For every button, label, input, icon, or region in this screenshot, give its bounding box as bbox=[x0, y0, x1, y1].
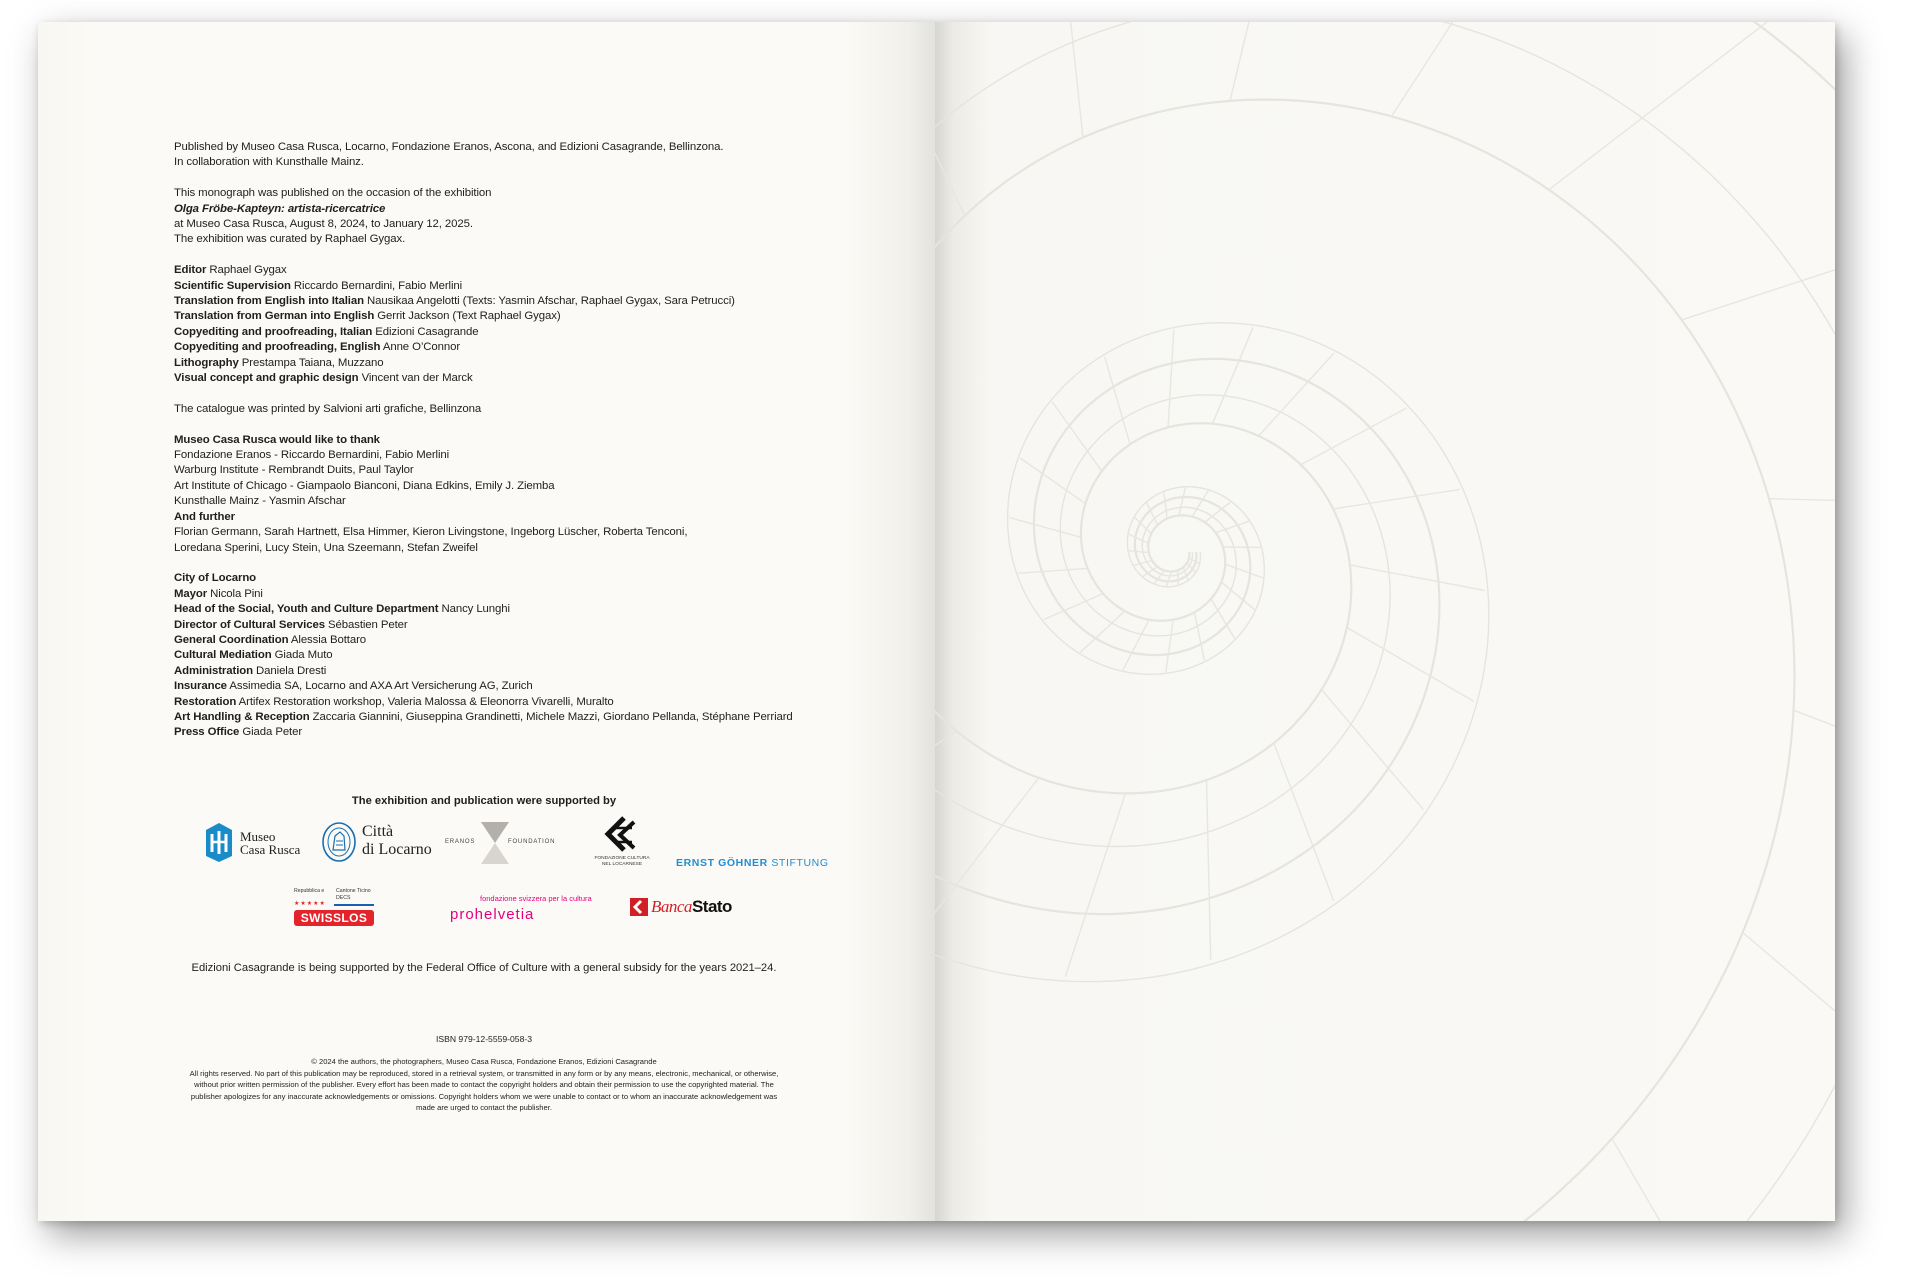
curated-by: The exhibition was curated by Raphael Gygax. bbox=[174, 233, 406, 246]
swisslos-canton: Repubblica e bbox=[294, 888, 325, 894]
credit-role: Editor bbox=[174, 264, 207, 277]
thanks-line: Art Institute of Chicago - Giampaolo Bianconi, Diana Edkins, Emily J. Ziemba bbox=[174, 479, 555, 492]
city-role-line bbox=[174, 587, 834, 602]
credit-role: Translation from English into Italian bbox=[174, 295, 364, 308]
fondazione-line1: FONDAZIONE CULTURA bbox=[594, 856, 650, 861]
credit-name: Riccardo Bernardini, Fabio Merlini bbox=[293, 279, 463, 292]
banca-part2: Stato bbox=[691, 897, 732, 916]
further-line: Florian Germann, Sarah Hartnett, Elsa Himmer, Kieron Livingstone, Ingeborg Lüscher, Roberta Tenconi, bbox=[174, 526, 688, 539]
banca-stato-logo bbox=[630, 896, 760, 918]
eranos-right: FOUNDATION bbox=[508, 839, 556, 845]
stair-step-line bbox=[1179, 488, 1185, 516]
swisslos-badge bbox=[294, 910, 374, 926]
thanks-line: Warburg Institute - Rembrandt Duits, Paul Taylor bbox=[174, 464, 414, 477]
banca-stato-mark-icon bbox=[630, 898, 648, 916]
city-role-line bbox=[174, 664, 834, 679]
spiral-line bbox=[935, 22, 1835, 1221]
credit-role: Translation from German into English bbox=[174, 310, 375, 323]
stair-step-line bbox=[935, 22, 965, 216]
rights-line: without prior written permission of the publisher. Every effort has been made to contact the copyright holders and obtain their permission to use the copyrighted material. The bbox=[194, 1080, 774, 1090]
city-role-name: Alessia Bottaro bbox=[290, 633, 366, 646]
printed-by: The catalogue was printed by Salvioni arti grafiche, Bellinzona bbox=[174, 402, 482, 415]
stair-step-line bbox=[1009, 518, 1081, 538]
city-role: Insurance bbox=[174, 680, 227, 693]
fondazione-line2: NEL LOCARNESE bbox=[601, 862, 643, 867]
city-role-line bbox=[174, 618, 834, 633]
rights-line: made are urged to contact the publisher. bbox=[416, 1103, 552, 1113]
city-role-line bbox=[174, 695, 834, 710]
stair-step-line bbox=[1129, 551, 1149, 553]
stair-step-line bbox=[1065, 793, 1125, 976]
stair-step-line bbox=[1044, 594, 1104, 620]
rights-line: publisher apologizes for any inaccurate acknowledgements or omissions. Copyright holders whom we were unable to contact or to whom an inaccurate acknowledgement was bbox=[190, 1091, 778, 1101]
city-role-name: Artifex Restoration workshop, Valeria Malossa & Eleonorra Vivarelli, Muralto bbox=[238, 695, 614, 708]
eranos-left: ERANOS bbox=[445, 839, 476, 845]
credit-line bbox=[174, 294, 834, 309]
further-heading: And further bbox=[174, 510, 235, 523]
stair-step-line bbox=[1333, 489, 1460, 509]
credit-line bbox=[174, 340, 834, 355]
city-roles-list bbox=[174, 587, 834, 741]
ernst-goehner-stiftung-logo bbox=[676, 856, 829, 870]
city-role-name: Sébastien Peter bbox=[328, 618, 408, 631]
spiral-staircase-illustration bbox=[935, 22, 1835, 1221]
further-line: Loredana Sperini, Lucy Stein, Una Szeemann, Stefan Zweifel bbox=[174, 541, 478, 554]
credit-name: Vincent van der Marck bbox=[361, 372, 473, 385]
citta-di-locarno-logo bbox=[320, 820, 430, 868]
credit-name: Raphael Gygax bbox=[209, 264, 287, 277]
city-role-name: Giada Peter bbox=[242, 726, 303, 739]
credit-line bbox=[174, 263, 834, 278]
stair-step-line bbox=[1221, 582, 1254, 610]
venue-dates: at Museo Casa Rusca, August 8, 2024, to January 12, 2025. bbox=[174, 218, 473, 231]
citta-line2: di Locarno bbox=[362, 841, 432, 858]
credit-name: Anne O’Connor bbox=[382, 341, 461, 354]
copyright-line: © 2024 the authors, the photographers, Museo Casa Rusca, Fondazione Eranos, Edizioni Casagrande bbox=[311, 1057, 657, 1066]
banca-stato-text bbox=[651, 896, 732, 918]
colophon-text bbox=[174, 140, 834, 741]
locarno-crest-icon bbox=[320, 820, 358, 864]
credit-role: Visual concept and graphic design bbox=[174, 372, 359, 385]
swisslos-blue-bar bbox=[334, 904, 374, 906]
city-role-name: Giada Muto bbox=[274, 649, 333, 662]
published-by: Published by Museo Casa Rusca, Locarno, Fondazione Eranos, Ascona, and Edizioni Casagrande, Bellinzona. bbox=[174, 141, 724, 153]
credit-role: Copyediting and proofreading, Italian bbox=[174, 325, 373, 338]
swisslos-decs: DECS bbox=[336, 895, 351, 901]
eranos-foundation-logo bbox=[445, 820, 556, 866]
credit-role: Lithography bbox=[174, 356, 239, 369]
stair-step-line bbox=[1274, 743, 1334, 900]
stair-step-line bbox=[1301, 408, 1407, 465]
credit-name: Gerrit Jackson (Text Raphael Gygax) bbox=[377, 310, 561, 323]
stair-step-line bbox=[1164, 492, 1167, 519]
city-role-name: Nancy Lunghi bbox=[441, 603, 510, 616]
stair-step-line bbox=[1225, 564, 1263, 578]
city-role-line bbox=[174, 633, 834, 648]
fondazione-cultura-logo bbox=[586, 816, 658, 868]
left-page bbox=[38, 22, 935, 1221]
credit-name: Nausikaa Angelotti (Texts: Yasmin Afschar, Raphael Gygax, Sara Petrucci) bbox=[367, 295, 735, 308]
credit-line bbox=[174, 371, 834, 386]
stair-step-line bbox=[1168, 330, 1174, 428]
thanks-heading: Museo Casa Rusca would like to thank bbox=[174, 433, 380, 446]
stair-step-line bbox=[1167, 572, 1172, 587]
city-role-line bbox=[174, 725, 834, 740]
stair-step-line bbox=[1123, 620, 1149, 670]
stair-step-line bbox=[1195, 612, 1205, 661]
museo-line1: Museo bbox=[240, 829, 276, 844]
collaboration: In collaboration with Kunsthalle Mainz. bbox=[174, 156, 364, 169]
exhibition-title: Olga Fröbe-Kapteyn: artista-ricercatrice bbox=[174, 202, 386, 215]
credit-line bbox=[174, 309, 834, 324]
swisslos-stars-icon: ★★★★★ bbox=[294, 901, 326, 907]
rights-line: All rights reserved. No part of this publication may be reproduced, stored in a retrieval system, or transmitted in any form or by any means, electronic, mechanical, or otherwise, bbox=[189, 1069, 779, 1078]
city-role: Administration bbox=[174, 664, 253, 677]
swisslos-canton-right: Cantone Ticino bbox=[336, 888, 371, 894]
museo-casa-rusca-logo bbox=[200, 820, 310, 864]
credit-line bbox=[174, 279, 834, 294]
city-role: Cultural Mediation bbox=[174, 649, 272, 662]
credits-list bbox=[174, 263, 834, 386]
credit-name: Edizioni Casagrande bbox=[375, 325, 479, 338]
stair-step-line bbox=[1052, 402, 1102, 471]
stair-step-line bbox=[1794, 710, 1836, 888]
city-role-name: Daniela Dresti bbox=[256, 664, 327, 677]
stair-step-line bbox=[935, 731, 957, 851]
credit-line bbox=[174, 325, 834, 340]
city-role-line bbox=[174, 602, 834, 617]
support-title: The exhibition and publication were supported by bbox=[351, 795, 617, 807]
city-role: Head of the Social, Youth and Culture Department bbox=[174, 603, 439, 616]
occasion: This monograph was published on the occasion of the exhibition bbox=[174, 187, 492, 200]
spiral-line bbox=[935, 22, 1835, 1221]
credit-role: Copyediting and proofreading, English bbox=[174, 341, 381, 354]
hourglass-icon bbox=[478, 820, 512, 866]
city-role: Restoration bbox=[174, 695, 237, 708]
prohelvetia-tagline: fondazione svizzera per la cultura bbox=[480, 894, 592, 903]
stair-step-line bbox=[1230, 22, 1313, 101]
stair-step-line bbox=[1549, 22, 1835, 190]
city-role-line bbox=[174, 710, 834, 725]
subsidy-note: Edizioni Casagrande is being supported by the Federal Office of Culture with a general subsidy for the years 2021–24. bbox=[191, 962, 777, 974]
stair-step-line bbox=[935, 778, 1039, 942]
city-role: Director of Cultural Services bbox=[174, 618, 325, 631]
city-role-name: Nicola Pini bbox=[210, 587, 263, 600]
rights-notice bbox=[174, 1068, 794, 1114]
swisslos-logo bbox=[294, 888, 378, 930]
banca-part1: Banca bbox=[651, 897, 692, 916]
museo-mark-icon bbox=[200, 820, 238, 864]
isbn: ISBN 979-12-5559-058-3 bbox=[435, 1034, 533, 1044]
spiral-line bbox=[935, 22, 1835, 1221]
prohelvetia-name: prohelvetia bbox=[450, 906, 535, 923]
stair-step-line bbox=[1166, 620, 1173, 673]
stair-step-line bbox=[1347, 628, 1474, 702]
credit-line bbox=[174, 356, 834, 371]
city-role-name: Assimedia SA, Locarno and AXA Art Versicherung AG, Zurich bbox=[229, 680, 533, 693]
stair-step-line bbox=[1105, 357, 1130, 445]
stair-step-line bbox=[1020, 458, 1085, 504]
goehner-text bbox=[676, 856, 829, 870]
museo-line2: Casa Rusca bbox=[240, 842, 301, 857]
swisslos-name: SWISSLOS bbox=[300, 911, 368, 925]
stair-step-line bbox=[1769, 499, 1835, 510]
stair-step-line bbox=[1392, 22, 1599, 116]
citta-line1: Città bbox=[362, 823, 394, 840]
city-heading: City of Locarno bbox=[174, 572, 257, 585]
stair-step-line bbox=[1178, 570, 1179, 585]
city-role: General Coordination bbox=[174, 633, 289, 646]
stair-step-line bbox=[1129, 534, 1149, 543]
spiral-line bbox=[935, 100, 1795, 1221]
stair-step-line bbox=[1018, 568, 1087, 573]
stair-step-line bbox=[1213, 327, 1254, 423]
credit-name: Prestampa Taiana, Muzzano bbox=[241, 356, 384, 369]
city-role: Mayor bbox=[174, 587, 208, 600]
city-role: Press Office bbox=[174, 726, 240, 739]
stair-step-line bbox=[1207, 780, 1211, 960]
stair-step-line bbox=[1322, 690, 1424, 810]
stair-step-line bbox=[1612, 1139, 1835, 1221]
thanks-line: Fondazione Eranos - Riccardo Bernardini, Fabio Merlini bbox=[174, 449, 450, 462]
credit-role: Scientific Supervision bbox=[174, 279, 291, 292]
goehner-light: STIFTUNG bbox=[771, 857, 829, 869]
goehner-bold: ERNST GÖHNER bbox=[676, 857, 768, 869]
stair-step-line bbox=[1682, 185, 1835, 320]
book-spread bbox=[38, 22, 1835, 1221]
stair-step-line bbox=[1743, 933, 1835, 1222]
city-role: Art Handling & Reception bbox=[174, 710, 310, 723]
thanks-line: Kunsthalle Mainz - Yasmin Afschar bbox=[174, 495, 346, 508]
city-role-line bbox=[174, 679, 834, 694]
right-page bbox=[935, 22, 1835, 1221]
stair-step-line bbox=[1259, 353, 1334, 436]
city-role-name: Zaccaria Giannini, Giuseppina Grandinetti, Michele Mazzi, Giordano Pellanda, Stéphane Perriard bbox=[312, 710, 793, 723]
pro-helvetia-logo bbox=[450, 894, 610, 928]
fondazione-mark-icon bbox=[602, 816, 642, 854]
stair-step-line bbox=[1350, 565, 1485, 591]
city-role-line bbox=[174, 648, 834, 663]
